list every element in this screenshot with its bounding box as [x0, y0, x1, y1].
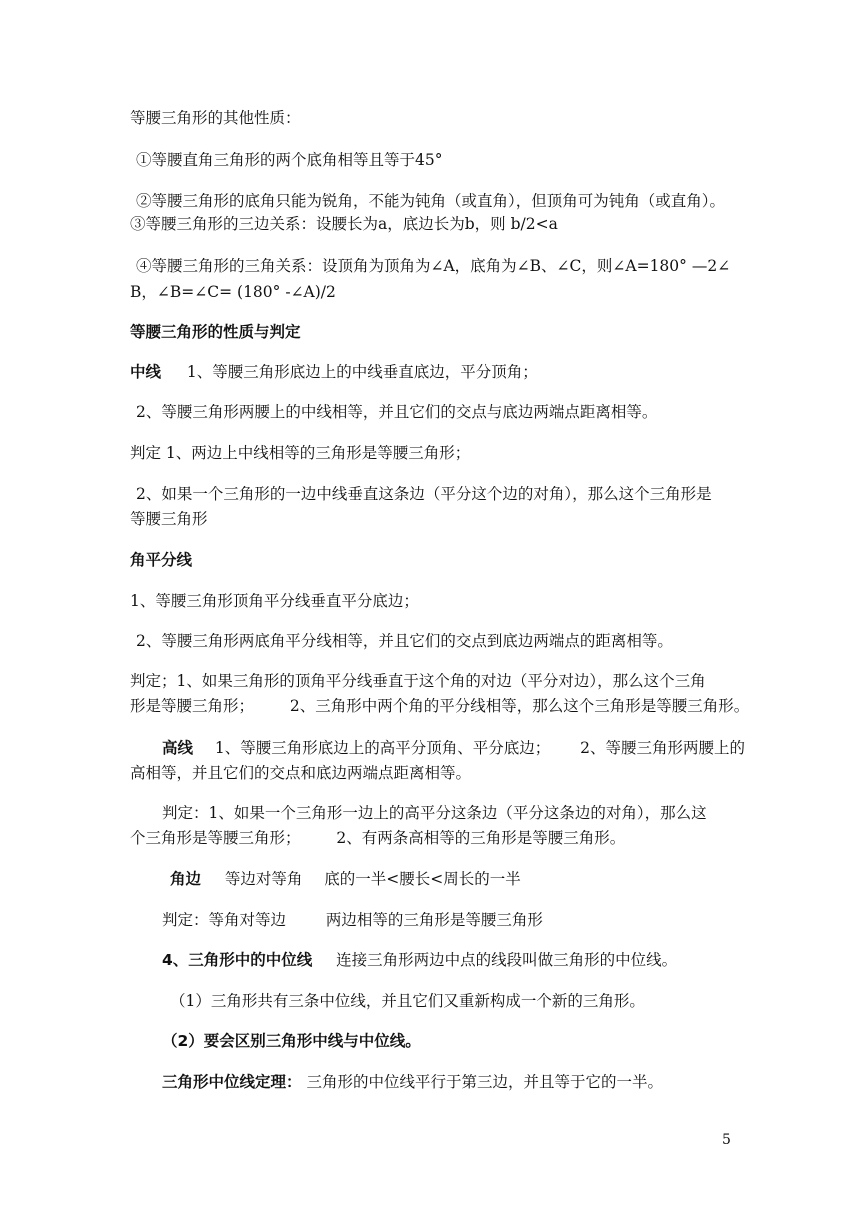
median-property-1-text: 1、等腰三角形底边上的中线垂直底边，平分顶角；	[186, 363, 538, 381]
other-properties-title: 等腰三角形的其他性质：	[130, 109, 301, 127]
midline-point-2: （2）要会区别三角形中线与中位线。	[162, 1032, 421, 1050]
midline-theorem	[162, 1072, 663, 1092]
altitude-property-1: 1、等腰三角形底边上的高平分顶角、平分底边；	[214, 739, 551, 757]
angle-sides-line	[170, 869, 521, 889]
angle-sides-judgement-1: 判定：等角对等边	[162, 911, 287, 929]
bisector-judgement-2b: 2、三角形中两个角的平分线相等，那么这个三角形是等腰三角形。	[289, 697, 750, 715]
other-property-3: ③等腰三角形的三边关系：设腰长为a，底边长为b，则 b/2<a	[130, 215, 558, 233]
bisector-judgement-line2	[130, 696, 749, 716]
angle-sides-judgement	[162, 910, 543, 930]
angle-sides-text-1: 等边对等角	[224, 870, 303, 888]
altitude-property-line2: 高相等，并且它们的交点和底边两端点距离相等。	[130, 764, 472, 782]
other-property-4-line2: B，∠B=∠C= (180° -∠A)/2	[130, 283, 336, 301]
midline-definition	[162, 950, 677, 970]
bisector-judgement-2a: 形是等腰三角形；	[130, 697, 255, 715]
other-property-1: ①等腰直角三角形的两个底角相等且等于45°	[136, 151, 443, 169]
altitude-property-line1	[162, 738, 745, 758]
altitude-judgement-2a: 个三角形是等腰三角形；	[130, 829, 301, 847]
bisector-label: 角平分线	[130, 551, 193, 569]
altitude-property-2-start: 2、等腰三角形两腰上的	[580, 739, 746, 757]
altitude-judgement-line1: 判定：1、如果一个三角形一边上的高平分这条边（平分这条边的对角），那么这	[162, 804, 707, 822]
other-property-4-line1: ④等腰三角形的三角关系：设顶角为顶角为∠A，底角为∠B、∠C，则∠A=180° —2∠	[136, 257, 731, 275]
section-title: 等腰三角形的性质与判定	[130, 323, 301, 341]
bisector-judgement-line1: 判定；1、如果三角形的顶角平分线垂直于这个角的对边（平分对边），那么这个三角	[130, 672, 706, 690]
median-property-1	[130, 362, 538, 382]
altitude-judgement-2b: 2、有两条高相等的三角形是等腰三角形。	[336, 829, 626, 847]
median-judgement-2-line2: 等腰三角形	[130, 510, 208, 528]
median-property-2: 2、等腰三角形两腰上的中线相等，并且它们的交点与底边两端点距离相等。	[136, 403, 658, 421]
median-judgement-1: 判定 1、两边上中线相等的三角形是等腰三角形；	[130, 444, 471, 462]
median-judgement-2-line1: 2、如果一个三角形的一边中线垂直这条边（平分这个边的对角），那么这个三角形是	[136, 485, 712, 503]
bisector-property-2: 2、等腰三角形两底角平分线相等，并且它们的交点到底边两端点的距离相等。	[136, 632, 673, 650]
angle-sides-judgement-2: 两边相等的三角形是等腰三角形	[325, 911, 543, 929]
midline-theorem-label: 三角形中位线定理：	[162, 1073, 302, 1091]
midline-theorem-text: 三角形的中位线平行于第三边，并且等于它的一半。	[306, 1073, 663, 1091]
altitude-label: 高线	[162, 739, 194, 757]
angle-sides-label: 角边	[170, 870, 202, 888]
bisector-property-1: 1、等腰三角形顶角平分线垂直平分底边；	[130, 592, 419, 610]
page-number: 5	[722, 1132, 731, 1148]
midline-label: 4、三角形中的中位线	[162, 951, 313, 969]
other-property-2: ②等腰三角形的底角只能为锐角，不能为钝角（或直角），但顶角可为钝角（或直角）。	[136, 192, 726, 210]
altitude-judgement-line2	[130, 828, 625, 848]
angle-sides-text-2: 底的一半<腰长<周长的一半	[324, 870, 521, 888]
midline-point-1: （1）三角形共有三条中位线，并且它们又重新构成一个新的三角形。	[170, 992, 645, 1010]
midline-definition-text: 连接三角形两边中点的线段叫做三角形的中位线。	[336, 951, 678, 969]
median-label: 中线	[130, 363, 162, 381]
